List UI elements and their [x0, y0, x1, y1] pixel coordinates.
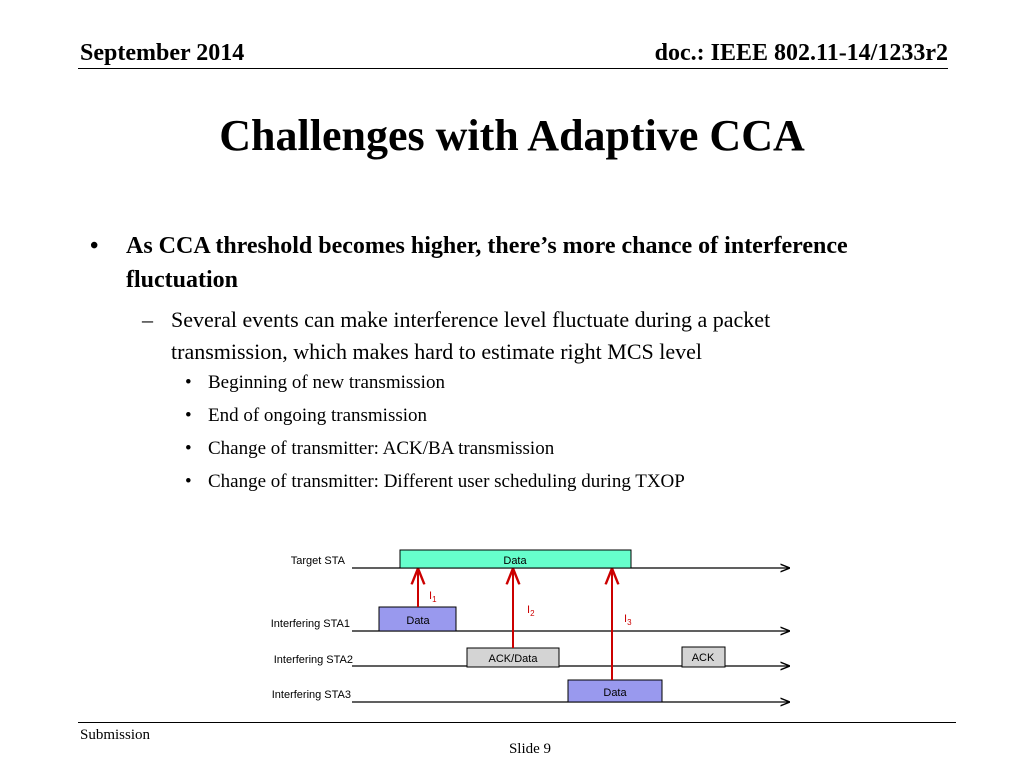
- interference-label-2: $I_2$: [527, 604, 535, 618]
- station-label-sta1: Interfering STA1: [270, 618, 350, 630]
- bullet-item-marker: •: [185, 372, 192, 393]
- footer-slide-number: Slide 9: [508, 741, 552, 757]
- bullet-item-marker: •: [185, 438, 192, 459]
- header-doc-id: doc.: IEEE 802.11-14/1233r2: [654, 40, 948, 66]
- bullet-marker: •: [90, 233, 99, 259]
- frame-sta1-data-label: Data: [406, 615, 430, 627]
- bullet-item-marker: •: [185, 471, 192, 492]
- interference-label-1: $I_1$: [429, 590, 437, 604]
- header-date: September 2014: [80, 40, 245, 66]
- interference-label-3: $I_3$: [624, 613, 632, 627]
- slide-title: Challenges with Adaptive CCA: [219, 111, 805, 160]
- bullet-item-text: End of ongoing transmission: [208, 405, 428, 426]
- station-label-sta2: Interfering STA2: [273, 654, 353, 666]
- frame-sta3-data-label: Data: [603, 687, 627, 699]
- bullet-item-text: Change of transmitter: Different user scheduling during TXOP: [208, 471, 685, 492]
- footer-rule: [78, 722, 956, 723]
- bullet-sub-marker: –: [142, 307, 153, 332]
- bullet-item-text: Beginning of new transmission: [208, 372, 445, 393]
- frame-sta2-ack-data-label: ACK/Data: [488, 653, 538, 665]
- bullet-item-marker: •: [185, 405, 192, 426]
- frame-sta2-ack-label: ACK: [691, 652, 715, 664]
- bullet-sub-text: Several events can make interference level fluctuate during a packet transmission, which makes hard to estimate right MCS level: [171, 307, 771, 364]
- footer-submission: Submission: [80, 727, 151, 743]
- station-label-target: Target STA: [290, 555, 345, 567]
- frame-target-data-label: Data: [503, 555, 527, 567]
- bullet-main-text: As CCA threshold becomes higher, there’s more chance of interference fluctuation: [126, 233, 848, 293]
- station-label-sta3: Interfering STA3: [271, 689, 351, 701]
- bullet-item-text: Change of transmitter: ACK/BA transmission: [208, 438, 555, 459]
